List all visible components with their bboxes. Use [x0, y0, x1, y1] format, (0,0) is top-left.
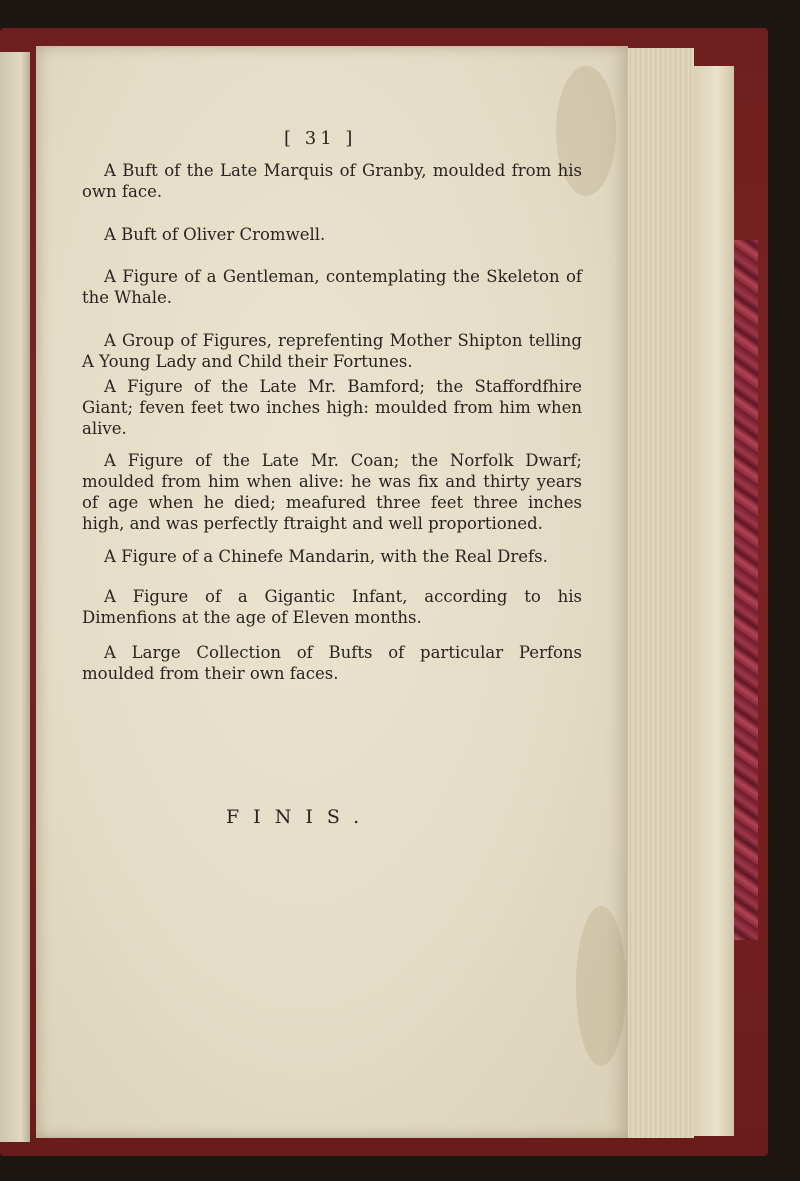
entry-staffordshire-giant: A Figure of the Late Mr. Bamford; the Staffordfhire Giant; feven feet two inches high: moulded from him when alive. — [82, 377, 582, 438]
endpaper — [692, 66, 734, 1136]
entry-skeleton-whale: A Figure of a Gentleman, contemplating the Skeleton of the Whale. — [82, 267, 582, 307]
entry-chinese-mandarin: A Figure of a Chinefe Mandarin, with the Real Drefs. — [104, 547, 548, 566]
entry-gigantic-infant: A Figure of a Gigantic Infant, according to his Dimenfions at the age of Eleven months. — [82, 587, 582, 627]
entry-norfolk-dwarf: A Figure of the Late Mr. Coan; the Norfolk Dwarf; moulded from him when alive: he was fix and thirty years of age when he died; meafured three feet three inches high, and was perfectly ftraight and well proportioned. — [82, 451, 582, 533]
finis-heading: FINIS. — [226, 806, 374, 828]
entry-marquis-granby: A Buft of the Late Marquis of Granby, moulded from his own face. — [82, 161, 582, 201]
book-page — [36, 46, 628, 1138]
page-stain — [576, 906, 626, 1066]
entry-collection-busts: A Large Collection of Bufts of particular Perfons moulded from their own faces. — [82, 643, 582, 683]
entry-mother-shipton: A Group of Figures, reprefenting Mother Shipton telling A Young Lady and Child their Fortunes. — [82, 331, 582, 371]
page-block-edges — [622, 48, 694, 1138]
page-number: [ 31 ] — [284, 128, 357, 149]
facing-page-edge — [0, 52, 30, 1142]
entry-oliver-cromwell: A Buft of Oliver Cromwell. — [104, 225, 326, 244]
